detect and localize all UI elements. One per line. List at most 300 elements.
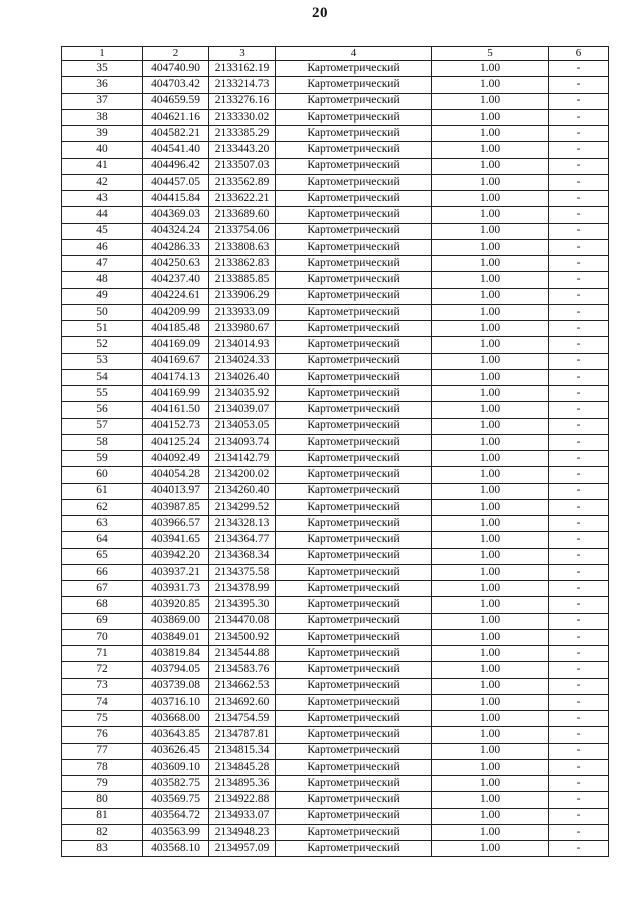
y-coordinate-cell: 2133507.03 [209,158,276,174]
x-coordinate-cell: 404659.59 [143,93,209,109]
accuracy-cell: 1.00 [432,516,549,532]
y-coordinate-cell: 2134662.53 [209,678,276,694]
table-row [62,678,609,694]
accuracy-cell: 1.00 [432,126,549,142]
note-cell: - [549,841,609,857]
note-cell: - [549,516,609,532]
table-row [62,694,609,710]
table-row [62,451,609,467]
note-cell: - [549,694,609,710]
method-cell: Картометрический [276,483,432,499]
accuracy-cell: 1.00 [432,142,549,158]
y-coordinate-cell: 2133885.85 [209,272,276,288]
method-cell: Картометрический [276,516,432,532]
note-cell: - [549,109,609,125]
accuracy-cell: 1.00 [432,239,549,255]
note-cell: - [549,77,609,93]
x-coordinate-cell: 403966.57 [143,516,209,532]
accuracy-cell: 1.00 [432,532,549,548]
table-row [62,759,609,775]
x-coordinate-cell: 404054.28 [143,467,209,483]
accuracy-cell: 1.00 [432,321,549,337]
method-cell: Картометрический [276,564,432,580]
point-number-cell: 82 [62,824,143,840]
point-number-cell: 68 [62,597,143,613]
y-coordinate-cell: 2134500.92 [209,629,276,645]
table-row [62,499,609,515]
method-cell: Картометрический [276,191,432,207]
method-cell: Картометрический [276,759,432,775]
method-cell: Картометрический [276,288,432,304]
point-number-cell: 56 [62,402,143,418]
y-coordinate-cell: 2133562.89 [209,174,276,190]
table-row [62,808,609,824]
accuracy-cell: 1.00 [432,581,549,597]
method-cell: Картометрический [276,77,432,93]
method-cell: Картометрический [276,792,432,808]
x-coordinate-cell: 404185.48 [143,321,209,337]
y-coordinate-cell: 2134328.13 [209,516,276,532]
note-cell: - [549,142,609,158]
method-cell: Картометрический [276,321,432,337]
table-row [62,792,609,808]
page-number: 20 [312,5,328,21]
point-number-cell: 53 [62,353,143,369]
point-number-cell: 76 [62,727,143,743]
table-row [62,191,609,207]
point-number-cell: 57 [62,418,143,434]
point-number-cell: 43 [62,191,143,207]
note-cell: - [549,369,609,385]
note-cell: - [549,434,609,450]
note-cell: - [549,256,609,272]
accuracy-cell: 1.00 [432,629,549,645]
method-cell: Картометрический [276,548,432,564]
y-coordinate-cell: 2133162.19 [209,61,276,77]
point-number-cell: 59 [62,451,143,467]
x-coordinate-cell: 403931.73 [143,581,209,597]
point-number-cell: 50 [62,304,143,320]
point-number-cell: 48 [62,272,143,288]
y-coordinate-cell: 2134692.60 [209,694,276,710]
method-cell: Картометрический [276,727,432,743]
y-coordinate-cell: 2133689.60 [209,207,276,223]
column-header: 4 [276,47,432,61]
method-cell: Картометрический [276,776,432,792]
x-coordinate-cell: 404209.99 [143,304,209,320]
table-row [62,142,609,158]
x-coordinate-cell: 404415.84 [143,191,209,207]
x-coordinate-cell: 403569.75 [143,792,209,808]
accuracy-cell: 1.00 [432,776,549,792]
x-coordinate-cell: 404457.05 [143,174,209,190]
method-cell: Картометрический [276,93,432,109]
point-number-cell: 47 [62,256,143,272]
accuracy-cell: 1.00 [432,93,549,109]
method-cell: Картометрический [276,174,432,190]
method-cell: Картометрический [276,743,432,759]
note-cell: - [549,727,609,743]
note-cell: - [549,662,609,678]
method-cell: Картометрический [276,304,432,320]
accuracy-cell: 1.00 [432,386,549,402]
accuracy-cell: 1.00 [432,841,549,857]
y-coordinate-cell: 2133622.21 [209,191,276,207]
table-row [62,272,609,288]
table-row [62,223,609,239]
accuracy-cell: 1.00 [432,646,549,662]
note-cell: - [549,548,609,564]
method-cell: Картометрический [276,126,432,142]
y-coordinate-cell: 2134299.52 [209,499,276,515]
y-coordinate-cell: 2134368.34 [209,548,276,564]
table-row [62,629,609,645]
y-coordinate-cell: 2134364.77 [209,532,276,548]
note-cell: - [549,402,609,418]
x-coordinate-cell: 404169.09 [143,337,209,353]
method-cell: Картометрический [276,711,432,727]
x-coordinate-cell: 404286.33 [143,239,209,255]
method-cell: Картометрический [276,369,432,385]
note-cell: - [549,597,609,613]
y-coordinate-cell: 2134957.09 [209,841,276,857]
y-coordinate-cell: 2133906.29 [209,288,276,304]
point-number-cell: 60 [62,467,143,483]
method-cell: Картометрический [276,223,432,239]
point-number-cell: 62 [62,499,143,515]
note-cell: - [549,499,609,515]
point-number-cell: 73 [62,678,143,694]
table-row [62,126,609,142]
x-coordinate-cell: 403794.05 [143,662,209,678]
x-coordinate-cell: 404740.90 [143,61,209,77]
note-cell: - [549,191,609,207]
method-cell: Картометрический [276,467,432,483]
point-number-cell: 52 [62,337,143,353]
note-cell: - [549,304,609,320]
note-cell: - [549,158,609,174]
point-number-cell: 74 [62,694,143,710]
note-cell: - [549,61,609,77]
point-number-cell: 66 [62,564,143,580]
x-coordinate-cell: 404169.99 [143,386,209,402]
point-number-cell: 41 [62,158,143,174]
column-header: 1 [62,47,143,61]
y-coordinate-cell: 2133443.20 [209,142,276,158]
y-coordinate-cell: 2133980.67 [209,321,276,337]
table-row [62,711,609,727]
point-number-cell: 44 [62,207,143,223]
table-row [62,369,609,385]
x-coordinate-cell: 403568.10 [143,841,209,857]
accuracy-cell: 1.00 [432,288,549,304]
x-coordinate-cell: 404621.16 [143,109,209,125]
y-coordinate-cell: 2133933.09 [209,304,276,320]
y-coordinate-cell: 2133214.73 [209,77,276,93]
method-cell: Картометрический [276,532,432,548]
method-cell: Картометрический [276,61,432,77]
note-cell: - [549,207,609,223]
point-number-cell: 37 [62,93,143,109]
point-number-cell: 83 [62,841,143,857]
table-row [62,239,609,255]
point-number-cell: 46 [62,239,143,255]
x-coordinate-cell: 403609.10 [143,759,209,775]
x-coordinate-cell: 403869.00 [143,613,209,629]
note-cell: - [549,353,609,369]
method-cell: Картометрический [276,207,432,223]
column-header: 2 [143,47,209,61]
x-coordinate-cell: 403564.72 [143,808,209,824]
accuracy-cell: 1.00 [432,353,549,369]
x-coordinate-cell: 403668.00 [143,711,209,727]
point-number-cell: 54 [62,369,143,385]
note-cell: - [549,174,609,190]
note-cell: - [549,451,609,467]
accuracy-cell: 1.00 [432,61,549,77]
point-number-cell: 77 [62,743,143,759]
accuracy-cell: 1.00 [432,743,549,759]
accuracy-cell: 1.00 [432,191,549,207]
table-header [62,47,609,61]
x-coordinate-cell: 403942.20 [143,548,209,564]
accuracy-cell: 1.00 [432,174,549,190]
note-cell: - [549,678,609,694]
point-number-cell: 67 [62,581,143,597]
point-number-cell: 65 [62,548,143,564]
table-row [62,418,609,434]
y-coordinate-cell: 2133385.29 [209,126,276,142]
accuracy-cell: 1.00 [432,548,549,564]
point-number-cell: 79 [62,776,143,792]
point-number-cell: 39 [62,126,143,142]
note-cell: - [549,288,609,304]
table-row [62,776,609,792]
y-coordinate-cell: 2134014.93 [209,337,276,353]
table-row [62,158,609,174]
method-cell: Картометрический [276,694,432,710]
y-coordinate-cell: 2134093.74 [209,434,276,450]
table-row [62,613,609,629]
method-cell: Картометрический [276,581,432,597]
note-cell: - [549,337,609,353]
table-row [62,516,609,532]
y-coordinate-cell: 2134142.79 [209,451,276,467]
accuracy-cell: 1.00 [432,792,549,808]
table-row [62,581,609,597]
x-coordinate-cell: 404092.49 [143,451,209,467]
method-cell: Картометрический [276,337,432,353]
table-body [62,61,609,857]
accuracy-cell: 1.00 [432,499,549,515]
accuracy-cell: 1.00 [432,824,549,840]
method-cell: Картометрический [276,824,432,840]
table-row [62,321,609,337]
y-coordinate-cell: 2134039.07 [209,402,276,418]
accuracy-cell: 1.00 [432,369,549,385]
x-coordinate-cell: 403920.85 [143,597,209,613]
table-row [62,548,609,564]
y-coordinate-cell: 2134053.05 [209,418,276,434]
point-number-cell: 38 [62,109,143,125]
method-cell: Картометрический [276,613,432,629]
accuracy-cell: 1.00 [432,77,549,93]
accuracy-cell: 1.00 [432,711,549,727]
y-coordinate-cell: 2134933.07 [209,808,276,824]
table-row [62,256,609,272]
column-header: 3 [209,47,276,61]
accuracy-cell: 1.00 [432,613,549,629]
header-row [62,47,609,61]
y-coordinate-cell: 2134845.28 [209,759,276,775]
table-row [62,109,609,125]
y-coordinate-cell: 2134470.08 [209,613,276,629]
note-cell: - [549,272,609,288]
y-coordinate-cell: 2133754.06 [209,223,276,239]
x-coordinate-cell: 404369.03 [143,207,209,223]
table-row [62,61,609,77]
method-cell: Картометрический [276,256,432,272]
accuracy-cell: 1.00 [432,597,549,613]
note-cell: - [549,743,609,759]
table-row [62,532,609,548]
point-number-cell: 71 [62,646,143,662]
method-cell: Картометрический [276,272,432,288]
point-number-cell: 81 [62,808,143,824]
accuracy-cell: 1.00 [432,483,549,499]
accuracy-cell: 1.00 [432,223,549,239]
accuracy-cell: 1.00 [432,662,549,678]
x-coordinate-cell: 403582.75 [143,776,209,792]
x-coordinate-cell: 403626.45 [143,743,209,759]
y-coordinate-cell: 2134026.40 [209,369,276,385]
accuracy-cell: 1.00 [432,109,549,125]
table-row [62,174,609,190]
x-coordinate-cell: 403643.85 [143,727,209,743]
table-row [62,288,609,304]
y-coordinate-cell: 2133808.63 [209,239,276,255]
point-number-cell: 42 [62,174,143,190]
note-cell: - [549,776,609,792]
x-coordinate-cell: 404224.61 [143,288,209,304]
y-coordinate-cell: 2134754.59 [209,711,276,727]
table-row [62,77,609,93]
note-cell: - [549,418,609,434]
table-row [62,646,609,662]
method-cell: Картометрический [276,597,432,613]
note-cell: - [549,613,609,629]
point-number-cell: 70 [62,629,143,645]
table-row [62,402,609,418]
table-row [62,207,609,223]
note-cell: - [549,532,609,548]
point-number-cell: 63 [62,516,143,532]
x-coordinate-cell: 404541.40 [143,142,209,158]
point-number-cell: 55 [62,386,143,402]
y-coordinate-cell: 2134583.76 [209,662,276,678]
y-coordinate-cell: 2134815.34 [209,743,276,759]
method-cell: Картометрический [276,418,432,434]
x-coordinate-cell: 403819.84 [143,646,209,662]
x-coordinate-cell: 403937.21 [143,564,209,580]
point-number-cell: 36 [62,77,143,93]
note-cell: - [549,629,609,645]
y-coordinate-cell: 2134378.99 [209,581,276,597]
point-number-cell: 78 [62,759,143,775]
table-row [62,743,609,759]
note-cell: - [549,759,609,775]
accuracy-cell: 1.00 [432,207,549,223]
note-cell: - [549,824,609,840]
y-coordinate-cell: 2134787.81 [209,727,276,743]
accuracy-cell: 1.00 [432,451,549,467]
accuracy-cell: 1.00 [432,808,549,824]
table-row [62,564,609,580]
method-cell: Картометрический [276,662,432,678]
point-number-cell: 72 [62,662,143,678]
point-number-cell: 35 [62,61,143,77]
note-cell: - [549,483,609,499]
x-coordinate-cell: 404169.67 [143,353,209,369]
note-cell: - [549,321,609,337]
note-cell: - [549,386,609,402]
point-number-cell: 64 [62,532,143,548]
x-coordinate-cell: 404324.24 [143,223,209,239]
method-cell: Картометрический [276,808,432,824]
note-cell: - [549,126,609,142]
table-row [62,337,609,353]
table-row [62,824,609,840]
y-coordinate-cell: 2134922.88 [209,792,276,808]
point-number-cell: 45 [62,223,143,239]
x-coordinate-cell: 403941.65 [143,532,209,548]
y-coordinate-cell: 2134395.30 [209,597,276,613]
method-cell: Картометрический [276,678,432,694]
accuracy-cell: 1.00 [432,272,549,288]
y-coordinate-cell: 2133276.16 [209,93,276,109]
point-number-cell: 75 [62,711,143,727]
column-header: 6 [549,47,609,61]
note-cell: - [549,467,609,483]
note-cell: - [549,808,609,824]
accuracy-cell: 1.00 [432,759,549,775]
note-cell: - [549,792,609,808]
x-coordinate-cell: 403987.85 [143,499,209,515]
method-cell: Картометрический [276,386,432,402]
x-coordinate-cell: 403739.08 [143,678,209,694]
accuracy-cell: 1.00 [432,402,549,418]
accuracy-cell: 1.00 [432,158,549,174]
x-coordinate-cell: 404582.21 [143,126,209,142]
point-number-cell: 69 [62,613,143,629]
note-cell: - [549,711,609,727]
table-row [62,483,609,499]
x-coordinate-cell: 404703.42 [143,77,209,93]
y-coordinate-cell: 2134895.36 [209,776,276,792]
note-cell: - [549,564,609,580]
method-cell: Картометрический [276,841,432,857]
method-cell: Картометрический [276,434,432,450]
accuracy-cell: 1.00 [432,434,549,450]
table-row [62,353,609,369]
point-number-cell: 58 [62,434,143,450]
method-cell: Картометрический [276,451,432,467]
x-coordinate-cell: 404161.50 [143,402,209,418]
method-cell: Картометрический [276,402,432,418]
x-coordinate-cell: 403716.10 [143,694,209,710]
x-coordinate-cell: 404496.42 [143,158,209,174]
note-cell: - [549,646,609,662]
